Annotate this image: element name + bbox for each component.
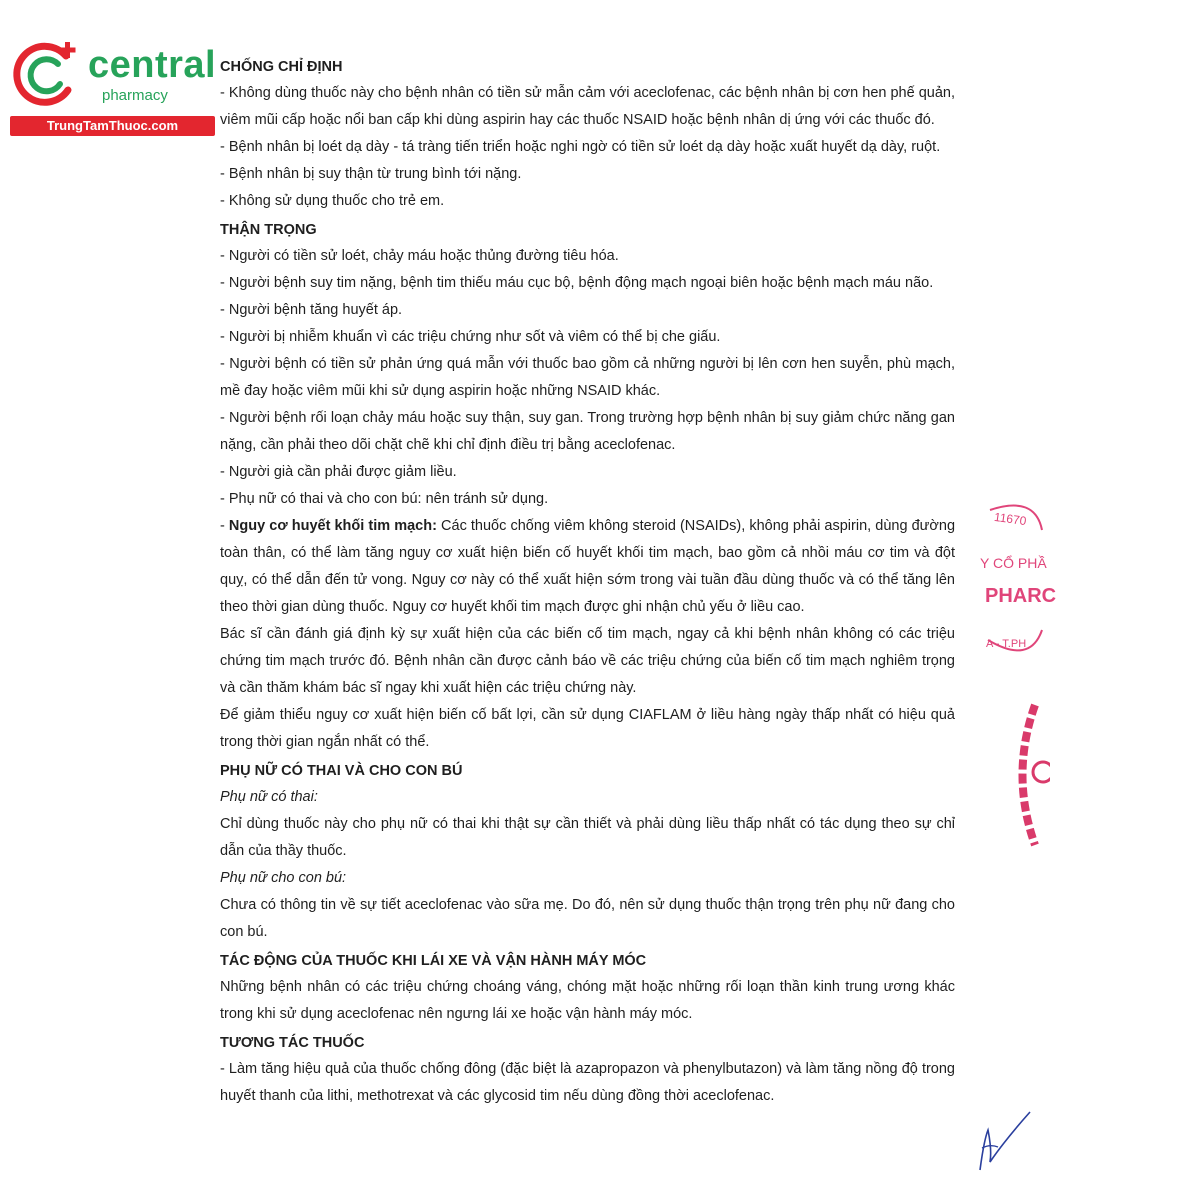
section-title-pregnancy: PHỤ NỮ CÓ THAI VÀ CHO CON BÚ xyxy=(220,763,463,779)
signature-icon xyxy=(970,1100,1040,1180)
section-title-contraindications: CHỐNG CHỈ ĐỊNH xyxy=(220,59,343,75)
contra-item: - Không sử dụng thuốc cho trẻ em. xyxy=(220,193,445,209)
interactions-paragraph: - Làm tăng hiệu quả của thuốc chống đông (đặc biệt là azapropazon và phenylbutazon) và làm tăng nồng độ trong huyết thanh của lithi, methotrexat và các glycosid tim nếu dùng đồng thời aceclofenac. xyxy=(220,1061,955,1104)
contra-item: - Không dùng thuốc này cho bệnh nhân có tiền sử mẫn cảm với aceclofenac, các bệnh nhân bị cơn hen phế quản, viêm mũi cấp hoặc nổi ban cấp khi dùng aspirin hay các thuốc NSAID hoặc bệnh nhân dị ứng với các thuốc đó. xyxy=(220,85,955,128)
logo-brand: central xyxy=(88,44,217,86)
driving-paragraph: Những bệnh nhân có các triệu chứng choáng váng, chóng mặt hoặc những rối loạn thần kinh trung ương khác trong khi sử dụng aceclofenac nên ngưng lái xe hoặc vận hành máy móc. xyxy=(220,979,955,1022)
caution-item: - Người bệnh suy tim nặng, bệnh tim thiếu máu cục bộ, bệnh động mạch ngoại biên hoặc bệnh mạch máu não. xyxy=(220,275,934,291)
caution-item: - Người bị nhiễm khuẩn vì các triệu chứng như sốt và viêm có thể bị che giấu. xyxy=(220,329,721,345)
caution-item: - Người có tiền sử loét, chảy máu hoặc thủng đường tiêu hóa. xyxy=(220,248,619,264)
cv-dash: - xyxy=(220,518,229,534)
cv-paragraph-2: Bác sĩ cần đánh giá định kỳ sự xuất hiện của các biến cố tim mạch, ngay cả khi bệnh nhân không có các triệu chứng tim mạch trước đó. Bệnh nhân cần được cảnh báo về các triệu chứng của biến cố tim mạch nghiêm trọng và cần thăm khám bác sĩ ngay khi xuất hiện các triệu chứng này. xyxy=(220,626,955,696)
cv-risk-text: Các thuốc chống viêm không steroid (NSAIDs), không phải aspirin, dùng đường toàn thân, có thể làm tăng nguy cơ xuất hiện biến cố huyết khối tim mạch, bao gồm cả nhồi máu cơ tim và đột quỵ, có thể dẫn đến tử vong. Nguy cơ này có thể xuất hiện sớm trong vài tuần đầu dùng thuốc và có thể tăng lên theo thời gian dùng thuốc. Nguy cơ huyết khối tim mạch được ghi nhận chủ yếu ở liều cao. xyxy=(220,518,956,615)
section-title-caution: THẬN TRỌNG xyxy=(220,222,317,238)
stamp-line-4: A - T.PH xyxy=(986,638,1027,650)
stamp-line-3: PHARC xyxy=(985,585,1057,607)
section-title-interactions: TƯƠNG TÁC THUỐC xyxy=(220,1035,365,1051)
document-body xyxy=(220,52,955,1110)
logo-sub: pharmacy xyxy=(102,87,168,104)
contra-item: - Bệnh nhân bị loét dạ dày - tá tràng tiến triển hoặc nghi ngờ có tiền sử loét dạ dày hoặc xuất huyết dạ dày, ruột. xyxy=(220,139,941,155)
lactation-paragraph: Chưa có thông tin về sự tiết aceclofenac vào sữa mẹ. Do đó, nên sử dụng thuốc thận trọng trên phụ nữ đang cho con bú. xyxy=(220,897,955,940)
caution-item: - Người bệnh có tiền sử phản ứng quá mẫn với thuốc bao gồm cả những người bị lên cơn hen suyễn, phù mạch, mề đay hoặc viêm mũi khi sử dụng aspirin hoặc những NSAID khác. xyxy=(220,356,955,399)
central-pharmacy-logo-icon xyxy=(10,38,82,110)
round-seal-fragment xyxy=(1005,700,1050,850)
caution-item: - Người bệnh rối loạn chảy máu hoặc suy thận, suy gan. Trong trường hợp bệnh nhân bị suy giảm chức năng gan nặng, cần phải theo dõi chặt chẽ khi chỉ định điều trị bằng aceclofenac. xyxy=(220,410,955,453)
cv-risk-label: Nguy cơ huyết khối tim mạch: xyxy=(228,518,437,534)
pregnancy-paragraph: Chỉ dùng thuốc này cho phụ nữ có thai khi thật sự cần thiết và phải dùng liều thấp nhất có tác dụng theo sự chỉ dẫn của thầy thuốc. xyxy=(220,816,955,859)
cv-paragraph-3: Để giảm thiểu nguy cơ xuất hiện biến cố bất lợi, cần sử dụng CIAFLAM ở liều hàng ngày thấp nhất có hiệu quả trong thời gian ngắn nhất có thể. xyxy=(220,707,955,750)
lactation-subtitle: Phụ nữ cho con bú: xyxy=(220,870,347,886)
stamp-line-2: Y CỔ PHẦ xyxy=(980,555,1047,571)
logo-site-badge: TrungTamThuoc.com xyxy=(10,116,215,136)
stamp-line-1: 11670 xyxy=(993,509,1028,529)
caution-item: - Người bệnh tăng huyết áp. xyxy=(220,302,403,318)
company-stamp xyxy=(980,490,1057,680)
round-seal-icon xyxy=(1005,700,1050,850)
contra-item: - Bệnh nhân bị suy thận từ trung bình tới nặng. xyxy=(220,166,522,182)
section-title-driving: TÁC ĐỘNG CỦA THUỐC KHI LÁI XE VÀ VẬN HÀNH MÁY MÓC xyxy=(220,953,647,969)
caution-item: - Phụ nữ có thai và cho con bú: nên tránh sử dụng. xyxy=(220,491,549,507)
pharmacy-logo xyxy=(10,38,215,138)
signature xyxy=(970,1100,1040,1180)
cv-risk-paragraph xyxy=(220,513,955,621)
caution-item: - Người già cần phải được giảm liều. xyxy=(220,464,457,480)
pregnancy-subtitle: Phụ nữ có thai: xyxy=(220,789,318,805)
